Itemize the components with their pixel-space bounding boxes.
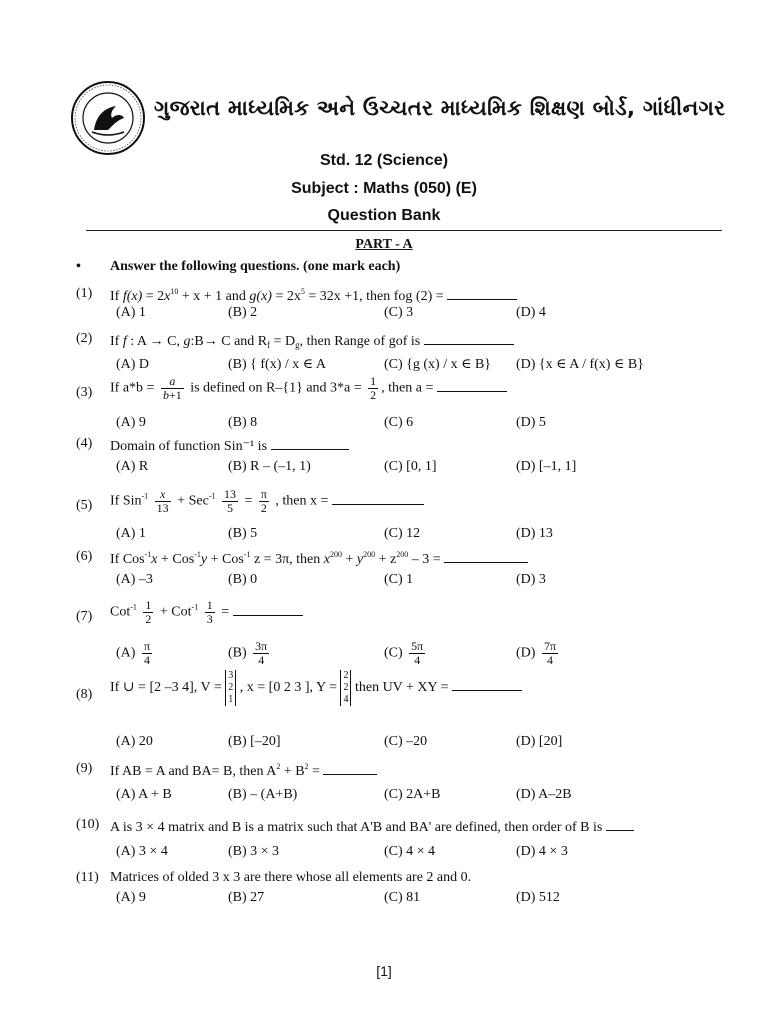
question-number: (10) <box>76 817 100 832</box>
option-b: (B) 5 <box>228 526 258 541</box>
option-b: (B) 8 <box>228 415 258 430</box>
option-d: (D) {x ∈ A / f(x) ∈ B} <box>516 357 644 372</box>
option-a: (A) –3 <box>116 572 153 587</box>
option-d: (D) 5 <box>516 415 546 430</box>
option-d: (D) 512 <box>516 890 560 905</box>
question-text: Cot$^{-1}$ $\frac{1}{2}$ + Cot$^{-1}$ $\frac{1}{3}$ = <box>110 599 303 626</box>
standard-label: Std. 12 (Science) <box>319 152 449 169</box>
question-number: (3) <box>76 385 93 400</box>
option-d: (D) A–2B <box>516 787 572 802</box>
question-text: If f : A → C, g:B→ C and $R_f = D_g$, then Range of gof is <box>110 330 514 351</box>
part-heading: PART - A <box>355 237 413 252</box>
option-c: (C) –20 <box>384 734 428 749</box>
option-d: (D) [–1, 1] <box>516 459 577 474</box>
instruction <box>76 259 400 275</box>
vector-y: 2 2 4 <box>340 670 351 706</box>
question-number: (4) <box>76 436 93 451</box>
question-text: If $f(x) = 2x^{10} + x + 1$ and $g(x) = 2x^5 = 32x +1$, then fog (2) = <box>110 285 517 306</box>
option-b: (B) 3 × 3 <box>228 844 280 859</box>
option-c: (C) 2A+B <box>384 787 441 802</box>
option-b: (B) [–20] <box>228 734 281 749</box>
option-d: (D) 4 <box>516 305 546 320</box>
document-title: Question Bank <box>327 207 441 224</box>
option-c: (C) {g (x) / x ∈ B} <box>384 357 492 372</box>
option-d: (D) [20] <box>516 734 563 749</box>
question-number: (5) <box>76 498 93 513</box>
option-a: (A) 1 <box>116 526 146 541</box>
option-a: (A) A + B <box>116 787 172 802</box>
option-d: (D) 3 <box>516 572 546 587</box>
option-c: (C) 3 <box>384 305 414 320</box>
option-b: (B) $\frac{3\pi}{4}$ <box>228 639 268 667</box>
option-b: (B) R – (–1, 1) <box>228 459 311 474</box>
option-c: (C) 1 <box>384 572 414 587</box>
option-d: (D) 13 <box>516 526 553 541</box>
question-text: A is 3 × 4 matrix and B is a matrix such that A'B and BA' are defined, then order of B is <box>110 816 634 837</box>
option-b: (B) 0 <box>228 572 258 587</box>
question-text: If Cos$^{-1}$x + Cos$^{-1}$y + Cos$^{-1}$ z = 3π, then $x^{200} + y^{200} + z^{200} - 3$ = <box>110 548 528 569</box>
question-number: (9) <box>76 761 93 776</box>
question-number: (2) <box>76 331 93 346</box>
option-c: (C) 81 <box>384 890 421 905</box>
option-c: (C) $\frac{5\pi}{4}$ <box>384 639 424 667</box>
option-a: (A) $\frac{\pi}{4}$ <box>116 639 150 667</box>
subject-label: Subject : Maths (050) (E) <box>291 180 477 197</box>
question-text: If Sin$^{-1}$ $\frac{x}{13}$ + Sec$^{-1}$ $\frac{13}{5}$ = $\frac{\pi}{2}$ , then x = <box>110 488 424 515</box>
header-divider <box>86 230 722 231</box>
bullet-icon: • <box>76 259 81 274</box>
question-number: (11) <box>76 870 99 885</box>
option-d: (D) $\frac{7\pi}{4}$ <box>516 639 556 667</box>
option-a: (A) 9 <box>116 890 146 905</box>
option-b: (B) 27 <box>228 890 265 905</box>
option-c: (C) 4 × 4 <box>384 844 436 859</box>
option-a: (A) 3 × 4 <box>116 844 168 859</box>
question-text: Domain of function Sin⁻¹ is <box>110 435 349 456</box>
board-seal-icon <box>70 80 146 156</box>
option-c: (C) 12 <box>384 526 421 541</box>
option-c: (C) [0, 1] <box>384 459 437 474</box>
vector-v: 3 2 1 <box>225 670 236 706</box>
question-number: (1) <box>76 286 93 301</box>
question-text: Matrices of olded 3 x 3 are there whose all elements are 2 and 0. <box>110 870 472 885</box>
option-b: (B) 2 <box>228 305 258 320</box>
header <box>62 78 726 158</box>
question-text: If ∪ = [2 –3 4], V = 3 2 1 , x = [0 2 3 ], Y = 2 2 4 then UV + XY = <box>110 670 522 706</box>
option-a: (A) R <box>116 459 149 474</box>
option-a: (A) 9 <box>116 415 146 430</box>
option-a: (A) 1 <box>116 305 146 320</box>
option-c: (C) 6 <box>384 415 414 430</box>
option-b: (B) – (A+B) <box>228 787 298 802</box>
option-a: (A) D <box>116 357 150 372</box>
option-b: (B) { f(x) / x ∈ A <box>228 357 326 372</box>
question-text: If AB = A and BA= B, then $A^2 + B^2$ = <box>110 760 377 781</box>
question-number: (8) <box>76 687 93 702</box>
board-name: ગુજરાત માધ્યમિક અને ઉચ્ચતર માધ્યમિક શિક્ષણ બોર્ડ, ગાંધીનગર <box>154 96 726 120</box>
question-text: If a*b = $\frac{a}{b+1}$ is defined on R–{1} and 3*a = $\frac{1}{2}$ , then a = <box>110 375 507 402</box>
question-number: (6) <box>76 549 93 564</box>
question-number: (7) <box>76 609 93 624</box>
instruction-text: Answer the following questions. (one mark each) <box>110 259 401 274</box>
option-a: (A) 20 <box>116 734 153 749</box>
page-number: [1] <box>376 963 392 979</box>
option-d: (D) 4 × 3 <box>516 844 568 859</box>
